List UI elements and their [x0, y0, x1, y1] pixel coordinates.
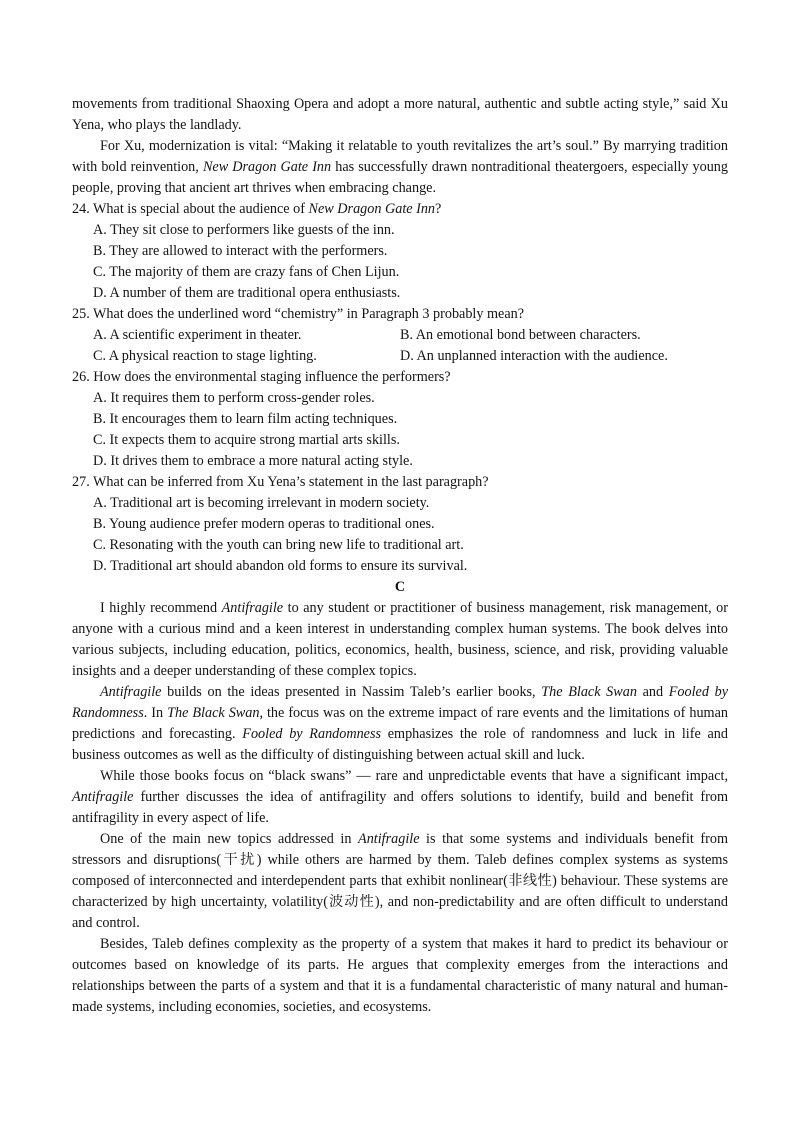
question-text: ? — [435, 201, 442, 217]
question-number: 26. — [72, 369, 90, 385]
question-text: How does the environmental staging influence the performers? — [93, 369, 451, 385]
passage-c-paragraph-2 — [72, 682, 728, 766]
option-c[interactable]: C. Resonating with the youth can bring new life to traditional art. — [93, 537, 464, 553]
passage-c-paragraph-4 — [72, 829, 728, 934]
question-number: 25. — [72, 306, 90, 322]
paragraph-text: and — [636, 684, 669, 700]
book-title: Fooled by Randomness — [72, 684, 728, 721]
question-text: What does the underlined word “chemistry” in Paragraph 3 probably mean? — [93, 306, 525, 322]
book-title: Antifragile — [221, 600, 284, 616]
question-number: 27. — [72, 474, 90, 490]
option-a[interactable]: A. A scientific experiment in theater. — [93, 327, 302, 343]
question-stem — [72, 304, 728, 325]
passage-c-paragraph-5: Besides, Taleb defines complexity as the property of a system that makes it hard to predict its behaviour or outcomes based on knowledge of its parts. He argues that complexity emerges from the interactions and relationships between the parts of a system and that it is a fundamental characteristic of many natural and human-made systems, including economies, societies, and ecosystems. — [72, 936, 728, 1015]
passage-c-paragraph-3 — [72, 766, 728, 829]
paragraph-text: For Xu, modernization is vital: “Making it relatable to youth revitalizes the art’s soul.” By marrying tradition with bold reinvention, — [72, 138, 728, 175]
question-text: What can be inferred from Xu Yena’s statement in the last paragraph? — [93, 474, 489, 490]
question-stem — [72, 367, 728, 388]
option-a[interactable]: A. They sit close to performers like guests of the inn. — [93, 222, 395, 238]
paragraph-text: One of the main new topics addressed in — [100, 831, 359, 847]
passage-b-paragraph-continued: movements from traditional Shaoxing Opera and adopt a more natural, authentic and subtle acting style,” said Xu Yena, who plays the landlady. — [72, 96, 728, 133]
passage-c-paragraph-1 — [72, 598, 728, 682]
question-27 — [72, 472, 728, 577]
question-26 — [72, 367, 728, 472]
question-stem — [72, 199, 728, 220]
option-d[interactable]: D. Traditional art should abandon old forms to ensure its survival. — [93, 558, 468, 574]
section-heading-c: C — [394, 579, 406, 595]
paragraph-text: is that some systems and individuals benefit from stressors and disruptions(干扰) while others are harmed by them. Taleb defines complex systems as systems composed of interconnected and interdependent parts that exhibit nonlinear(非线性) behaviour. These systems are characterized by high uncertainty, volatility(波动性), and non-predictability and are often difficult to understand and control. — [72, 831, 728, 931]
book-title: Fooled by Randomness — [242, 726, 382, 742]
paragraph-text: further discusses the idea of antifragility and offers solutions to identify, build and benefit from antifragility in every aspect of life. — [72, 789, 728, 826]
option-d[interactable]: D. A number of them are traditional opera enthusiasts. — [93, 285, 401, 301]
exam-page — [72, 94, 728, 1018]
option-d[interactable]: D. An unplanned interaction with the audience. — [400, 348, 668, 364]
paragraph-text: to any student or practitioner of business management, risk management, or anyone with a curious mind and a keen interest in understanding complex human systems. The book delves into various subjects, including education, politics, economics, health, business, science, and risk, providing valuable insights and a deeper understanding of these complex topics. — [72, 600, 728, 679]
paragraph-text: I highly recommend — [100, 600, 222, 616]
option-b[interactable]: B. It encourages them to learn film acting techniques. — [93, 411, 398, 427]
paragraph-text: , the focus was on the extreme impact of rare events and the limitations of human predictions and forecasting. — [72, 705, 728, 742]
question-stem — [72, 472, 728, 493]
paragraph-text: . In — [143, 705, 168, 721]
options-grid — [72, 325, 728, 367]
book-title: The Black Swan — [167, 705, 260, 721]
paragraph-text: emphasizes the role of randomness and luck in life and business outcomes as well as the difficulty of distinguishing between actual skill and luck. — [72, 726, 728, 763]
paragraph-text: builds on the ideas presented in Nassim Taleb’s earlier books, — [161, 684, 542, 700]
passage-b-final-paragraph — [72, 136, 728, 199]
option-c[interactable]: C. A physical reaction to stage lighting. — [93, 348, 317, 364]
paragraph-text: has successfully drawn nontraditional theatergoers, especially young people, proving that ancient art thrives when embracing change. — [72, 159, 728, 196]
option-a[interactable]: A. It requires them to perform cross-gender roles. — [93, 390, 375, 406]
question-text: What is special about the audience of — [93, 201, 309, 217]
option-b[interactable]: B. They are allowed to interact with the performers. — [93, 243, 388, 259]
book-title: The Black Swan — [541, 684, 637, 700]
option-b[interactable]: B. Young audience prefer modern operas to traditional ones. — [93, 516, 435, 532]
option-a[interactable]: A. Traditional art is becoming irrelevant in modern society. — [93, 495, 430, 511]
option-d[interactable]: D. It drives them to embrace a more natural acting style. — [93, 453, 413, 469]
book-title: Antifragile — [72, 789, 134, 805]
work-title: New Dragon Gate Inn — [202, 159, 332, 175]
option-c[interactable]: C. The majority of them are crazy fans of Chen Lijun. — [93, 264, 400, 280]
paragraph-text: While those books focus on “black swans” — rare and unpredictable events that have a significant impact, — [100, 768, 728, 784]
book-title: Antifragile — [358, 831, 420, 847]
question-25 — [72, 304, 728, 367]
option-b[interactable]: B. An emotional bond between characters. — [400, 327, 641, 343]
book-title: Antifragile — [100, 684, 162, 700]
work-title: New Dragon Gate Inn — [308, 201, 436, 217]
option-c[interactable]: C. It expects them to acquire strong martial arts skills. — [93, 432, 400, 448]
question-number: 24. — [72, 201, 90, 217]
question-24 — [72, 199, 728, 304]
